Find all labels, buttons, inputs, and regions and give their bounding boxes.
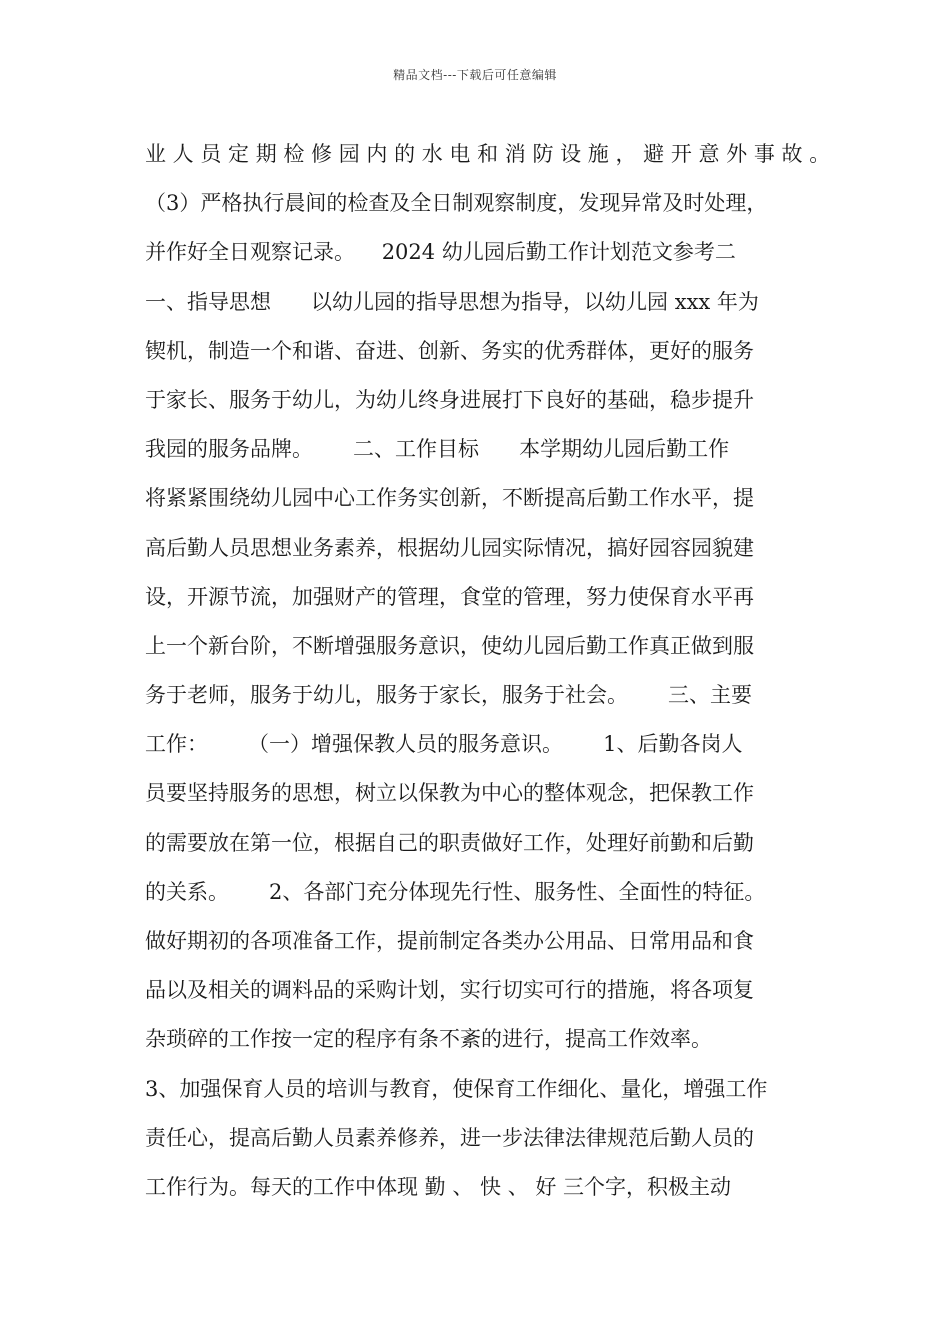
text-line: 我园的服务品牌。 二、工作目标 本学期幼儿园后勤工作	[145, 437, 730, 462]
text-line: 锲机，制造一个和谐、奋进、创新、务实的优秀群体，更好的服务	[145, 338, 754, 363]
text-line: 做好期初的各项准备工作，提前制定各类办公用品、日常用品和食	[145, 929, 754, 953]
text-line: 设，开源节流，加强财产的管理，食堂的管理，努力使保育水平再	[145, 584, 754, 609]
text-line: 工作： （一）增强保教人员的服务意识。 1、后勤各岗人	[145, 732, 743, 757]
text-line: 责任心，提高后勤人员素养修养，进一步法律法律规范后勤人员的	[145, 1125, 754, 1150]
text-line: 并作好全日观察记录。 2024 幼儿园后勤工作计划范文参考二	[145, 240, 736, 265]
text-line: 一、指导思想 以幼儿园的指导思想为指导，以幼儿园 xxx 年为	[145, 289, 759, 314]
text-line: 高后勤人员思想业务素养，根据幼儿园实际情况，搞好园容园貌建	[145, 535, 754, 560]
text-line: 业 人 员 定 期 检 修 园 内 的 水 电 和 消 防 设 施 ， 避 开 意 外 事 故 。	[145, 142, 831, 166]
text-line: 3、加强保育人员的培训与教育，使保育工作细化、量化，增强工作	[145, 1076, 768, 1101]
text-line: 将紧紧围绕幼儿园中心工作务实创新，不断提高后勤工作水平，提	[145, 486, 754, 511]
text-line: （3）严格执行晨间的检查及全日制观察制度，发现异常及时处理，	[145, 191, 768, 216]
text-line: 品以及相关的调料品的采购计划，实行切实可行的措施，将各项复	[145, 978, 754, 1003]
text-line: 工作行为。每天的工作中体现 勤 、 快 、 好 三个字，积极主动	[145, 1174, 732, 1199]
text-line: 的关系。 2、各部门充分体现先行性、服务性、全面性的特征。	[145, 879, 766, 904]
document-body	[145, 130, 835, 1212]
text-line: 上一个新台阶，不断增强服务意识，使幼儿园后勤工作真正做到服	[145, 633, 754, 658]
page-header: 精品文档---下载后可任意编辑	[393, 68, 557, 82]
text-line: 务于老师，服务于幼儿，服务于家长，服务于社会。 三、主要	[145, 683, 753, 708]
text-line: 员要坚持服务的思想，树立以保教为中心的整体观念，把保教工作	[145, 781, 754, 806]
text-line: 于家长、服务于幼儿，为幼儿终身进展打下良好的基础，稳步提升	[145, 387, 754, 412]
text-line: 的需要放在第一位，根据自己的职责做好工作，处理好前勤和后勤	[145, 830, 754, 855]
text-line: 杂琐碎的工作按一定的程序有条不紊的进行，提高工作效率。	[145, 1027, 712, 1052]
